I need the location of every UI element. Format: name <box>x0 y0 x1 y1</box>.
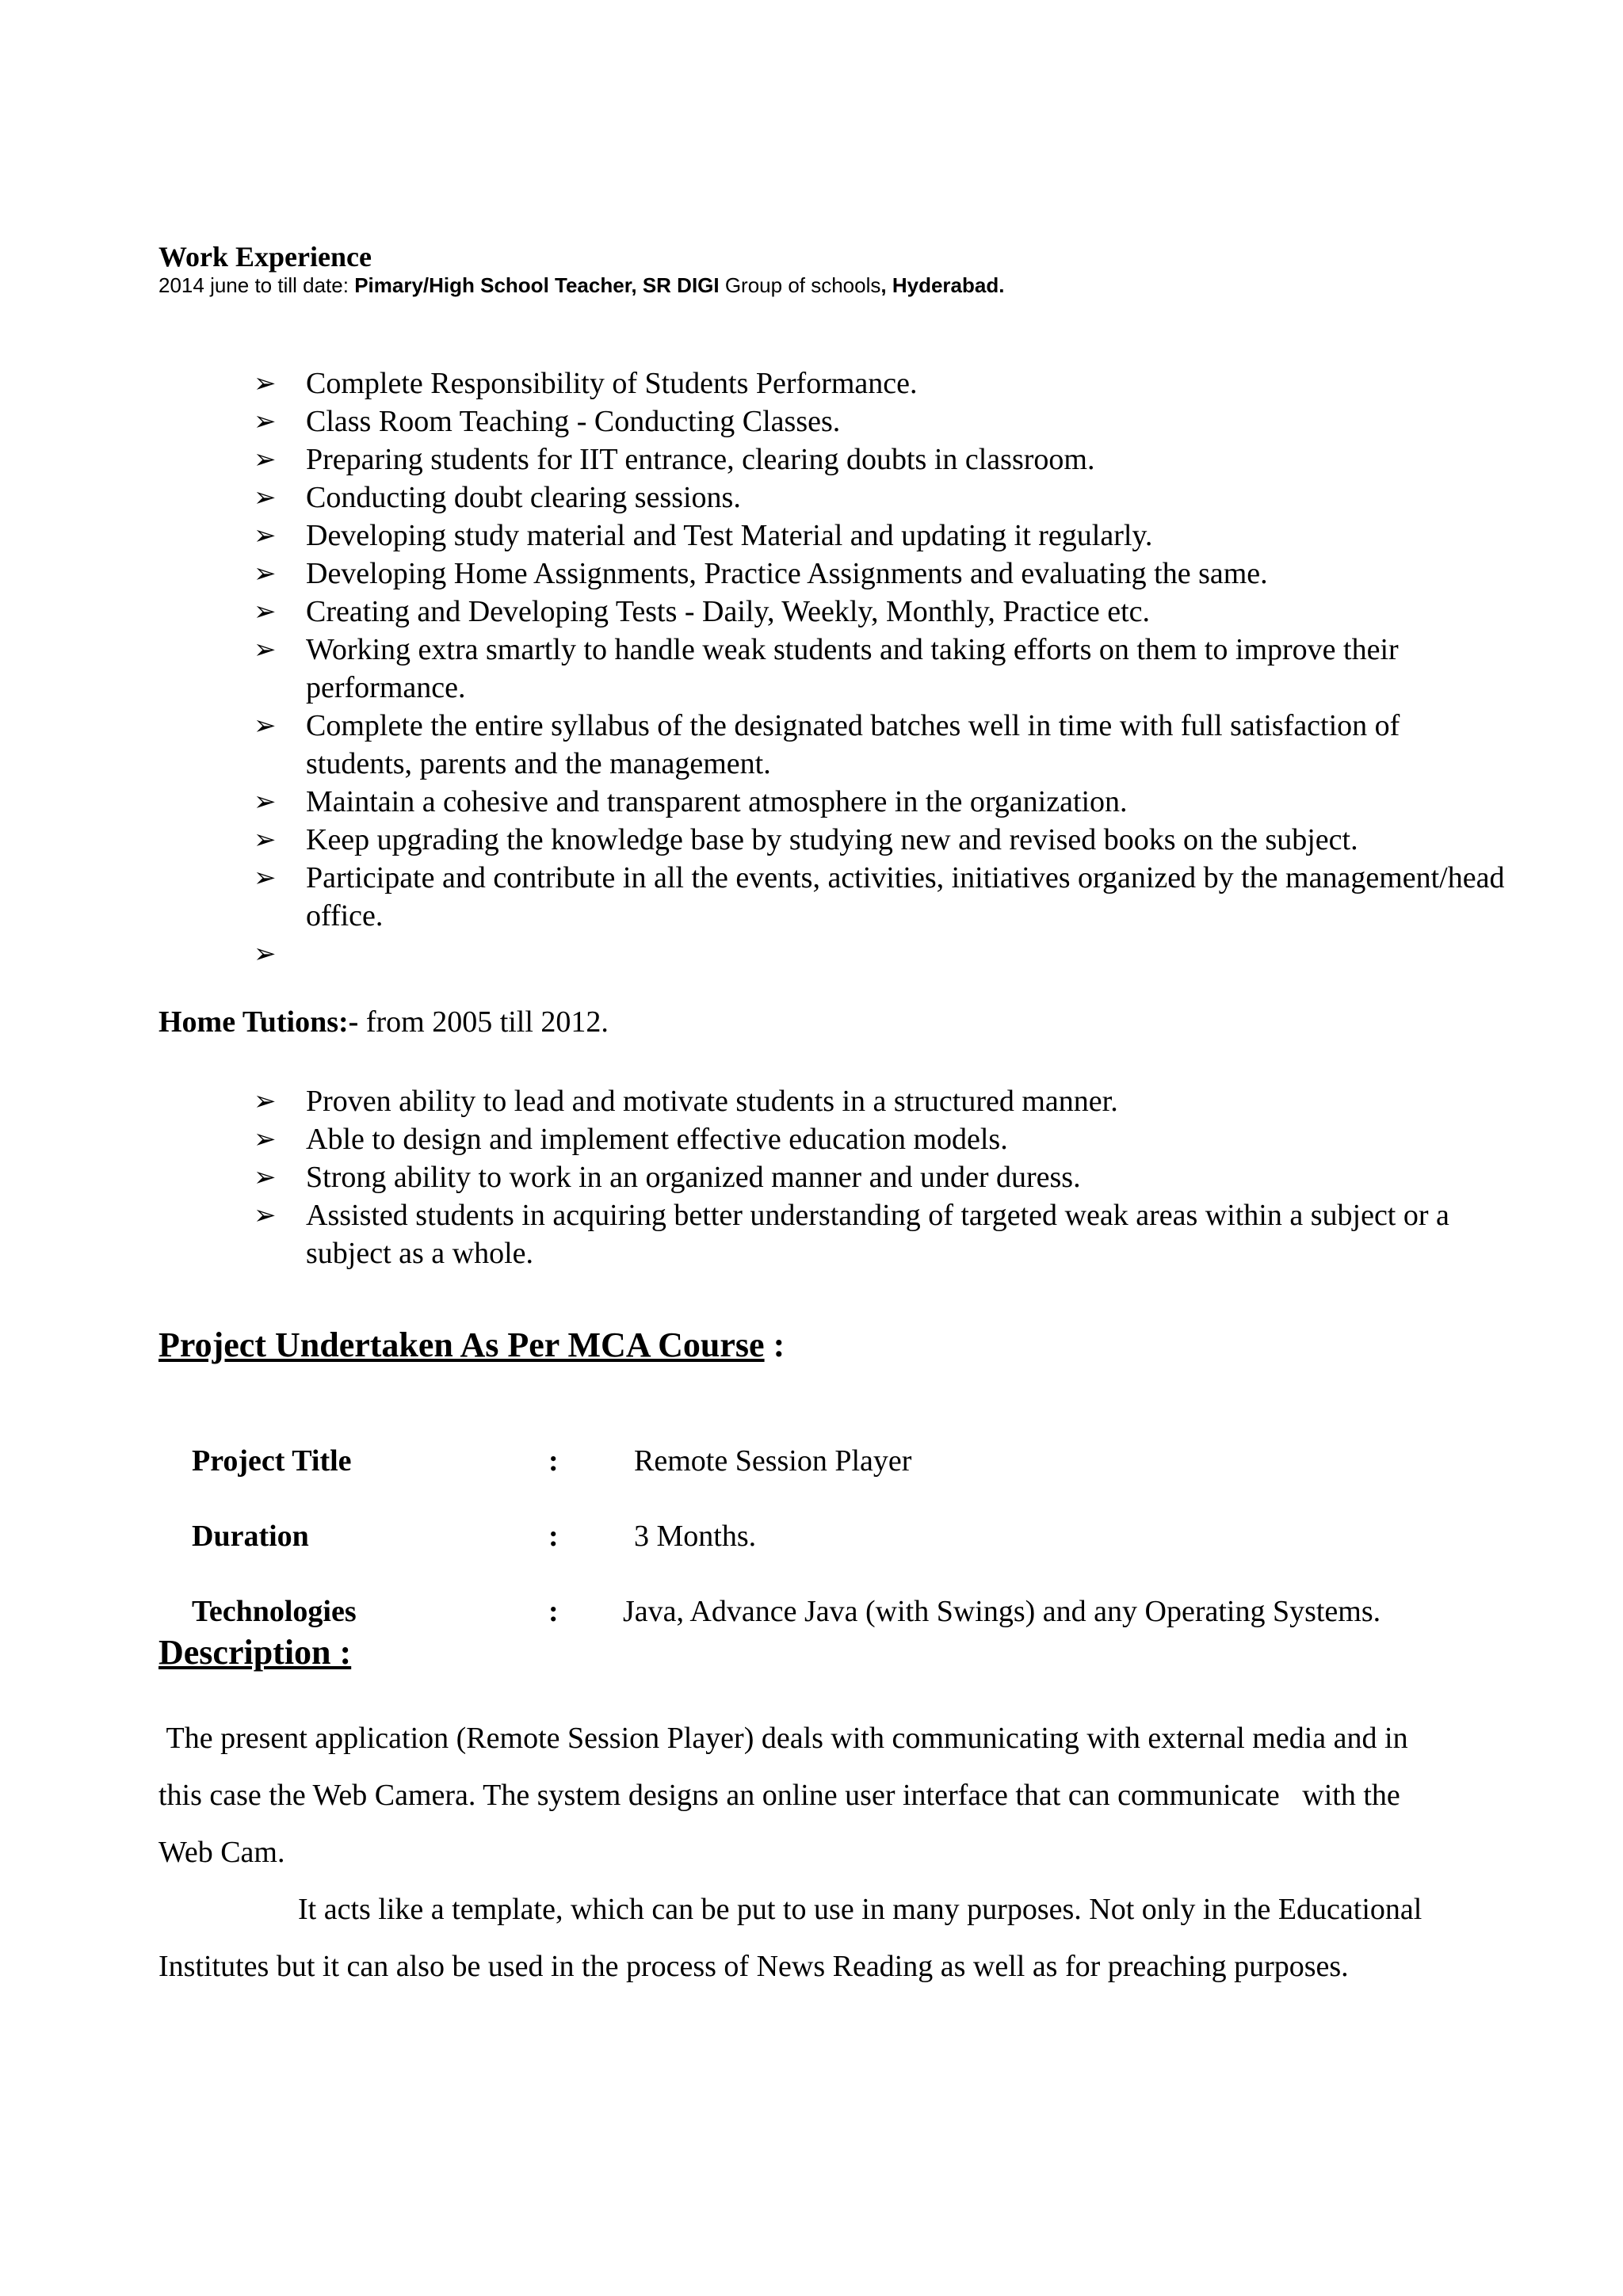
project-title-colon: : <box>548 1444 559 1478</box>
arrow-bullet-icon: ➢ <box>254 1161 277 1193</box>
arrow-bullet-icon: ➢ <box>254 596 277 627</box>
org-suffix: Group of schools <box>719 273 881 297</box>
arrow-bullet-icon: ➢ <box>254 824 277 856</box>
arrow-bullet-icon: ➢ <box>254 406 277 437</box>
project-technologies-value: Java, Advance Java (with Swings) and any Operating Systems. <box>623 1595 1381 1628</box>
list-item: ➢ Complete Responsibility of Students Performance. <box>254 364 1506 402</box>
list-item: ➢ Working extra smartly to handle weak students and taking efforts on them to improve their performance. <box>254 631 1506 707</box>
list-item: ➢ Proven ability to lead and motivate students in a structured manner. <box>254 1082 1506 1120</box>
job-location: , Hyderabad. <box>880 273 1005 297</box>
arrow-bullet-icon: ➢ <box>254 368 277 399</box>
description-heading: Description : <box>158 1633 352 1672</box>
arrow-bullet-icon: ➢ <box>254 862 277 894</box>
project-technologies-label: Technologies <box>192 1595 357 1628</box>
project-title-value: Remote Session Player <box>634 1444 912 1478</box>
arrow-bullet-icon: ➢ <box>254 938 277 970</box>
arrow-bullet-icon: ➢ <box>254 1123 277 1155</box>
duties-list <box>254 364 1506 970</box>
list-item: ➢ Class Room Teaching - Conducting Classes. <box>254 402 1506 441</box>
arrow-bullet-icon: ➢ <box>254 520 277 551</box>
project-technologies-colon: : <box>548 1595 559 1628</box>
arrow-bullet-icon: ➢ <box>254 710 277 742</box>
work-experience-heading: Work Experience <box>158 241 372 273</box>
job-role: Pimary/High School Teacher, SR DIGI <box>354 273 720 297</box>
work-experience-detail <box>158 273 1004 298</box>
project-duration-colon: : <box>548 1520 559 1553</box>
home-tutions-label: Home Tutions:- <box>158 1005 359 1039</box>
home-tutions-period: from 2005 till 2012. <box>358 1005 609 1039</box>
project-duration-label: Duration <box>192 1520 309 1553</box>
project-heading: Project Undertaken As Per MCA Course : <box>158 1325 785 1364</box>
list-item: ➢ Maintain a cohesive and transparent atmosphere in the organization. <box>254 783 1506 821</box>
project-duration-value: 3 Months. <box>634 1520 757 1553</box>
list-item: ➢ Preparing students for IIT entrance, clearing doubts in classroom. <box>254 441 1506 479</box>
tution-points-list <box>254 1082 1506 1272</box>
arrow-bullet-icon: ➢ <box>254 1085 277 1117</box>
list-item: ➢ Creating and Developing Tests - Daily, Weekly, Monthly, Practice etc. <box>254 593 1506 631</box>
home-tutions-line <box>158 1003 609 1041</box>
arrow-bullet-icon: ➢ <box>254 1199 277 1231</box>
list-item: ➢ Developing Home Assignments, Practice Assignments and evaluating the same. <box>254 555 1506 593</box>
arrow-bullet-icon: ➢ <box>254 634 277 666</box>
list-item: ➢ Assisted students in acquiring better understanding of targeted weak areas within a subject or a subject as a whole. <box>254 1196 1506 1272</box>
arrow-bullet-icon: ➢ <box>254 444 277 475</box>
arrow-bullet-icon: ➢ <box>254 482 277 513</box>
project-title-label: Project Title <box>192 1444 352 1478</box>
list-item: ➢ Complete the entire syllabus of the designated batches well in time with full satisfaction of students, parents and the management. <box>254 707 1506 783</box>
list-item: ➢ Strong ability to work in an organized manner and under duress. <box>254 1158 1506 1196</box>
list-item: ➢ Keep upgrading the knowledge base by studying new and revised books on the subject. <box>254 821 1506 859</box>
arrow-bullet-icon: ➢ <box>254 558 277 589</box>
date-range: 2014 june to till date: <box>158 273 355 297</box>
description-paragraph-2: It acts like a template, which can be put to use in many purposes. Not only in the Educational Institutes but it can also be used in the process of News Reading as well as for preaching purposes. <box>158 1893 1423 1983</box>
list-item: ➢ Able to design and implement effective education models. <box>254 1120 1506 1158</box>
list-item: ➢ Conducting doubt clearing sessions. <box>254 479 1506 517</box>
arrow-bullet-icon: ➢ <box>254 786 277 818</box>
list-item: ➢ Participate and contribute in all the events, activities, initiatives organized by the management/head office. <box>254 859 1506 935</box>
description-paragraph-1: The present application (Remote Session Player) deals with communicating with external media and in this case the Web Camera. The system designs an online user interface that can communicate with the Web Cam. <box>158 1722 1416 1869</box>
list-item: ➢ Developing study material and Test Material and updating it regularly. <box>254 517 1506 555</box>
